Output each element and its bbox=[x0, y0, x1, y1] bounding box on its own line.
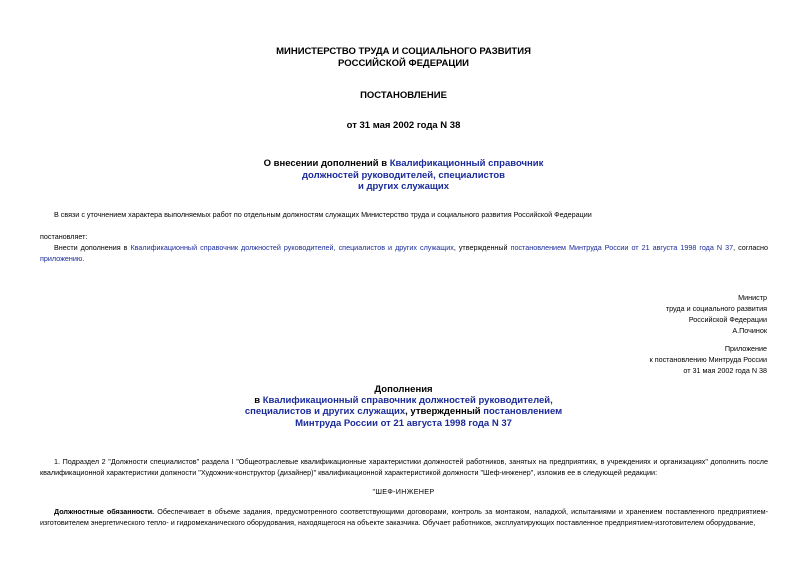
duties-paragraph bbox=[40, 506, 768, 528]
handbook-link[interactable]: Квалификационный справочник должностей руководителей, специалистов и других служащих bbox=[130, 243, 454, 252]
resolution-text-4: . bbox=[82, 254, 85, 263]
appendix-link[interactable]: приложению bbox=[40, 254, 83, 263]
appendix-line-2: к постановлению Минтруда России bbox=[649, 355, 767, 364]
additions-prefix: в bbox=[254, 395, 263, 407]
chief-engineer-heading: "ШЕФ-ИНЖЕНЕР bbox=[372, 487, 435, 496]
additions-handbook-link-2[interactable]: специалистов и других служащих bbox=[244, 406, 406, 418]
intro-paragraph: В связи с уточнением характера выполняемых работ по отдельным должностям служащих Министерство труда и социального развития Российской Федерации bbox=[54, 210, 592, 219]
signature-line-4: А.Починок bbox=[732, 326, 767, 335]
additions-decree-link-1[interactable]: постановлением bbox=[483, 406, 563, 418]
signature-block bbox=[666, 292, 767, 336]
signature-line-1: Министр bbox=[738, 293, 767, 302]
subject-prefix: О внесении дополнений в bbox=[263, 158, 390, 169]
resolves-text: постановляет: bbox=[40, 232, 88, 241]
appendix-line-1: Приложение bbox=[724, 344, 767, 353]
duties-label: Должностные обязанности. bbox=[54, 507, 155, 516]
signature-line-3: Российской Федерации bbox=[688, 315, 767, 324]
additions-title: Дополнения bbox=[374, 384, 433, 395]
appendix-line-3: от 31 мая 2002 года N 38 bbox=[683, 366, 767, 375]
additions-title-line-2 bbox=[0, 395, 807, 406]
ministry-line-2: РОССИЙСКОЙ ФЕДЕРАЦИИ bbox=[337, 58, 469, 69]
additions-decree-link-2[interactable]: Минтруда России от 21 августа 1998 года N 37 bbox=[295, 417, 512, 429]
appendix-block bbox=[650, 343, 767, 376]
decree-date: от 31 мая 2002 года N 38 bbox=[346, 120, 461, 131]
ministry-heading bbox=[0, 46, 807, 70]
duties-text: Обеспечивает в объеме задания, предусмотренного соответствующими договорами, контроль за монтажом, наладкой, испытаниями и хранением поставленного предприятием-изготовителем энергетического тепло- и гидромеханического оборудования, находящегося на объекте заказчика. Обучает работников, эксплуатирующих поставленное предприятием-изготовителем оборудование, bbox=[40, 507, 768, 527]
signature-line-2: труда и социального развития bbox=[665, 304, 767, 313]
additions-title-block bbox=[0, 384, 807, 429]
handbook-link-line-3[interactable]: и других служащих bbox=[357, 181, 450, 192]
handbook-link-line-2[interactable]: должностей руководителей, специалистов bbox=[302, 169, 505, 181]
resolution-text-3: , согласно bbox=[733, 243, 768, 252]
decree-1998-link[interactable]: постановлением Минтруда России от 21 августа 1998 года N 37 bbox=[510, 243, 734, 252]
handbook-link-line-1[interactable]: Квалификационный справочник bbox=[389, 158, 544, 169]
subject-line-1 bbox=[0, 158, 807, 170]
resolution-paragraph bbox=[40, 242, 768, 264]
decree-title: ПОСТАНОВЛЕНИЕ bbox=[360, 90, 447, 101]
resolution-text-1: Внести дополнения в bbox=[54, 243, 131, 252]
resolution-text-2: , утвержденный bbox=[453, 243, 511, 252]
additions-title-line-3 bbox=[0, 406, 807, 417]
additions-handbook-link-1[interactable]: Квалификационный справочник должностей руководителей, bbox=[262, 395, 553, 407]
additions-mid: , утвержденный bbox=[405, 406, 484, 418]
decree-subject bbox=[0, 158, 807, 193]
ministry-line-1: МИНИСТЕРСТВО ТРУДА И СОЦИАЛЬНОГО РАЗВИТИЯ bbox=[276, 46, 531, 57]
item-1-paragraph: 1. Подраздел 2 "Должности специалистов" раздела I "Общеотраслевые квалификационные характеристики должностей работников, занятых на предприятиях, в учреждениях и организациях" дополнить после квалификационной характеристики должности "Художник-конструктор (дизайнер)" квалификационной характеристикой должности "Шеф-инженер", изложив ее в следующей редакции: bbox=[40, 457, 768, 477]
